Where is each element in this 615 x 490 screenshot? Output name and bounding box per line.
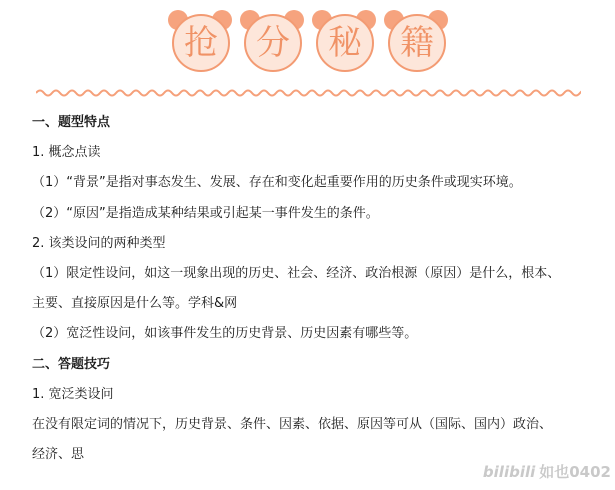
title-banner <box>0 0 615 104</box>
section-heading: 一、题型特点 <box>32 115 111 130</box>
paragraph: 经济、思 <box>32 447 85 463</box>
title-char: 抢 <box>172 14 230 72</box>
subsection-heading: 1. 概念点读 <box>32 145 101 161</box>
paragraph: （1）“背景”是指对事态发生、发展、存在和变化起重要作用的历史条件或现实环境。 <box>32 175 522 191</box>
title-badge <box>312 8 376 72</box>
title-char: 籍 <box>388 14 446 72</box>
bilibili-logo: bilibili <box>482 462 536 481</box>
wave-divider <box>36 88 581 98</box>
paragraph: 在没有限定词的情况下，历史背景、条件、因素、依据、原因等可从（国际、国内）政治、 <box>32 417 553 433</box>
title-char: 分 <box>244 14 302 72</box>
section-heading: 二、答题技巧 <box>32 356 111 372</box>
paragraph: （2）宽泛性设问，如该事件发生的历史背景、历史因素有哪些等。 <box>32 326 418 342</box>
paragraph: （2）“原因”是指造成某种结果或引起某一事件发生的条件。 <box>32 205 379 221</box>
watermark-user: 如也0402 <box>539 463 611 481</box>
paragraph: （1）限定性设问，如这一现象出现的历史、社会、经济、政治根源（原因）是什么，根本、 <box>32 266 561 282</box>
document-body <box>32 108 592 470</box>
title-char: 秘 <box>316 14 374 72</box>
title-badges <box>168 0 448 80</box>
title-badge <box>384 8 448 72</box>
title-badge <box>240 8 304 72</box>
subsection-heading: 1. 宽泛类设问 <box>32 386 114 402</box>
watermark <box>483 461 611 482</box>
title-badge <box>168 8 232 72</box>
subsection-heading: 2. 该类设问的两种类型 <box>32 235 166 251</box>
paragraph: 主要、直接原因是什么等。学科&网 <box>32 296 238 312</box>
